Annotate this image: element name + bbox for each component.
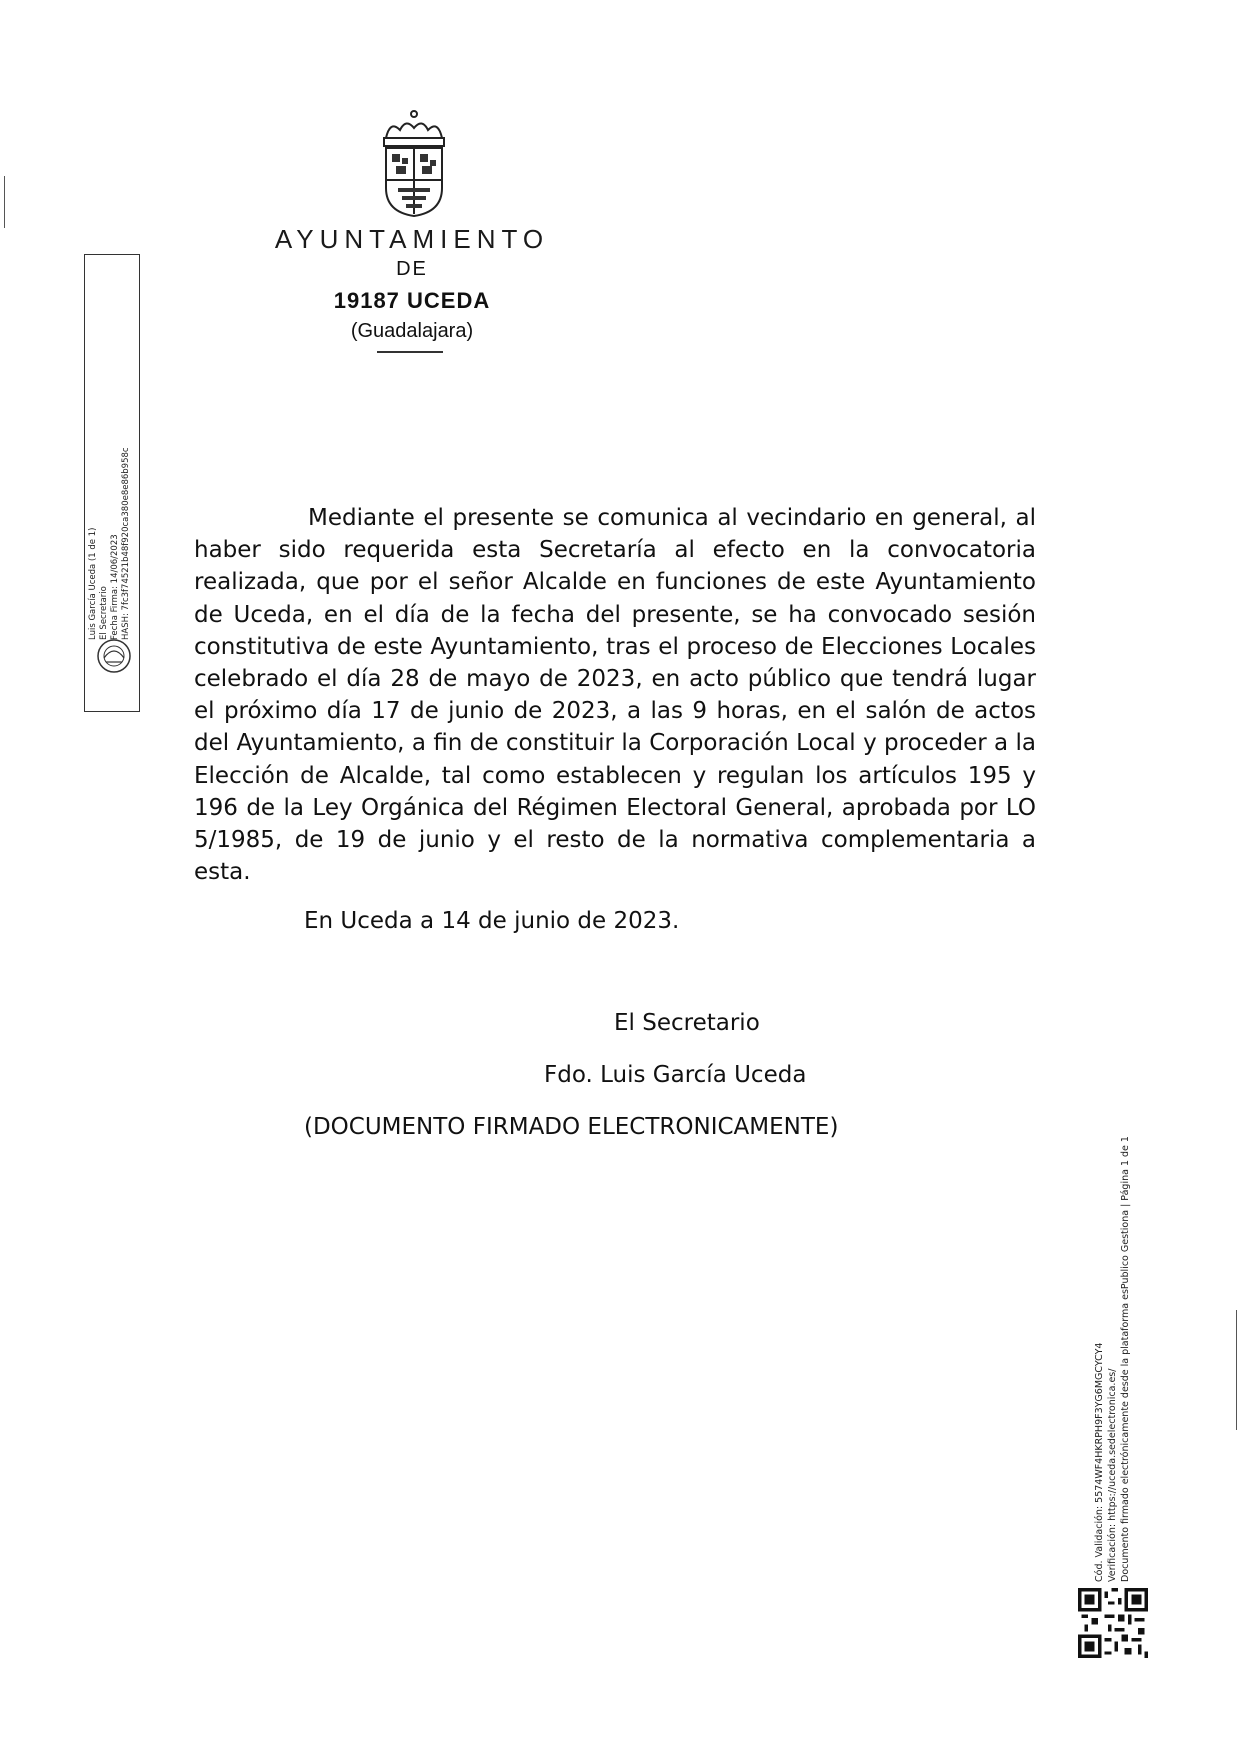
signer-name: Fdo. Luis García Uceda [544,1062,807,1088]
scan-mark [1236,1310,1237,1430]
verification-url: Verificación: https://uceda.sedelectronica.es/ [1107,1368,1118,1582]
signature-stamp-signer: Luis García Uceda (1 de 1) [88,527,98,640]
organization-title: AYUNTAMIENTO [274,224,550,254]
qr-code-icon [1078,1588,1148,1658]
organization-place: 19187 UCEDA [333,288,491,313]
signature-stamp-date: Fecha Firma: 14/06/2023 [110,534,120,640]
signature-stamp-role: El Secretario [99,586,109,640]
scan-mark [4,176,5,228]
platform-note: Documento firmado electrónicamente desde la plataforma esPublico Gestiona | Página 1 de 1 [1120,1136,1131,1582]
date-line: En Uceda a 14 de junio de 2023. [304,908,680,934]
coat-of-arms-icon [378,108,450,220]
organization-de: DE [396,258,428,280]
seal-icon [94,636,134,676]
signature-stamp-text [88,440,134,640]
signer-role: El Secretario [614,1010,760,1036]
electronic-signature-note: (DOCUMENTO FIRMADO ELECTRONICAMENTE) [304,1114,839,1140]
notice-paragraph: Mediante el presente se comunica al vecindario en general, al haber sido requerida esta Secretaría al efecto en la convocatoria realizada, que por el señor Alcalde en funciones de este Ayuntamiento de Uceda, en el día de la fecha del presente, se ha convocado sesión constitutiva de este Ayuntamiento, tras el proceso de Elecciones Locales celebrado el día 28 de mayo de 2023, en acto público que tendrá lugar el próximo día 17 de junio de 2023, a las 9 horas, en el salón de actos del Ayuntamiento, a fin de constituir la Corporación Local y proceder a la Elección de Alcalde, tal como establecen y regulan los artículos 195 y 196 de la Ley Orgánica del Régimen Electoral General, aprobada por LO 5/1985, de 19 de junio y el resto de la normativa complementaria a esta. [194,505,1036,886]
organization-province: (Guadalajara) [350,320,474,342]
signature-stamp-hash: HASH: 7fc3f74521b48f920ca380e8e86b958c [121,447,131,640]
validation-code: Cód. Validación: 5574WF4HKRPH9F3YG6MGCYCY4 [1094,1342,1105,1582]
header-divider [377,351,443,353]
verification-text [1093,1082,1153,1582]
